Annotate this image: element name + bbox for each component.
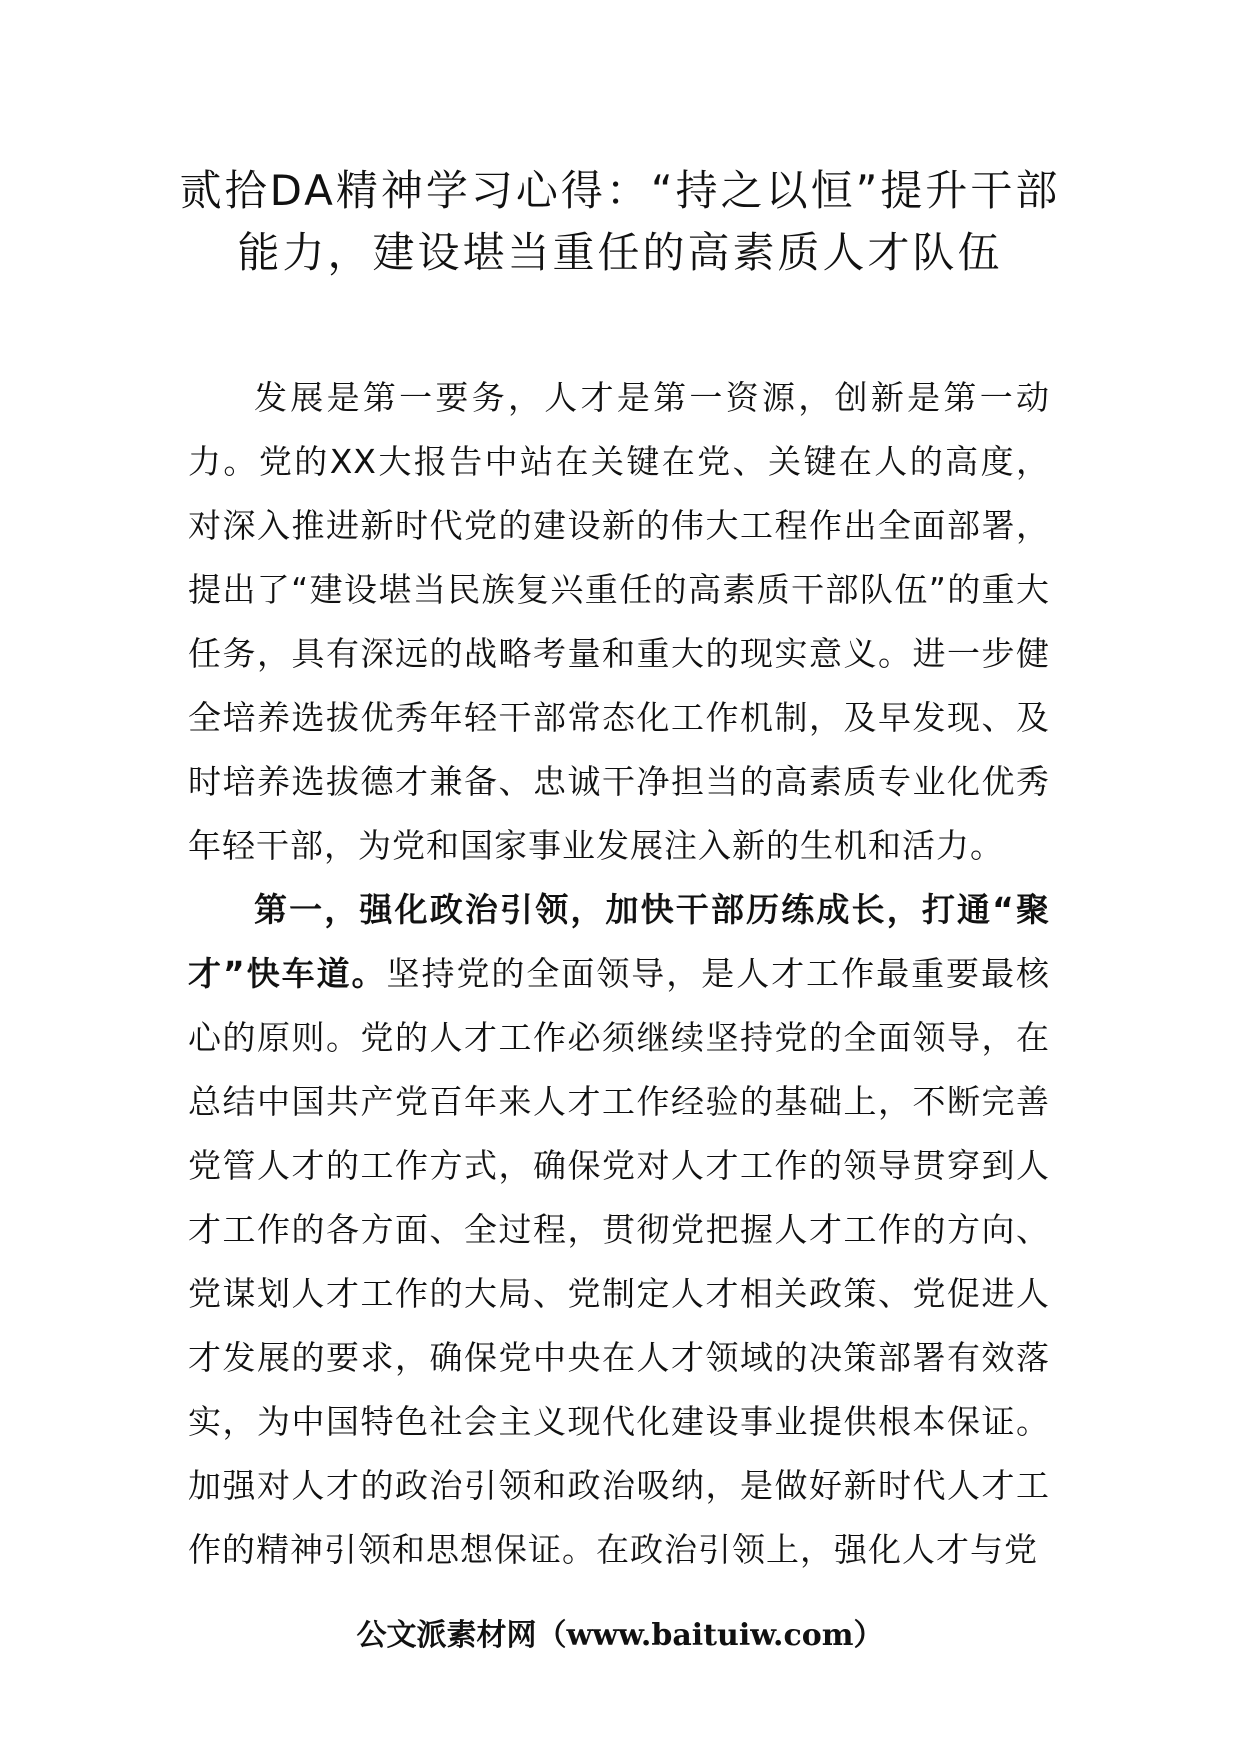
paragraph-intro xyxy=(188,366,1050,878)
document-body xyxy=(188,366,1050,1582)
paragraph-first-point xyxy=(188,878,1050,1582)
paragraph-text: 发展是第一要务，人才是第一资源，创新是第一动力。党的XX大报告中站在关键在党、关键在人的高度，对深入推进新时代党的建设新的伟大工程作出全面部署，提出了“建设堪当民族复兴重任的高素质干部队伍”的重大任务，具有深远的战略考量和重大的现实意义。进一步健全培养选拔优秀年轻干部常态化工作机制，及早发现、及时培养选拔德才兼备、忠诚干净担当的高素质专业化优秀年轻干部，为党和国家事业发展注入新的生机和活力。 xyxy=(188,378,1050,865)
paragraph-lead: 第一，强化政治引领，加快干部历练成长，打通“聚才”快车道。 xyxy=(188,890,1050,993)
footer-source: 公文派素材网（www.baituiw.com） xyxy=(356,1618,884,1653)
document-title: 贰拾DA精神学习心得：“持之以恒”提升干部能力，建设堪当重任的高素质人才队伍 xyxy=(179,166,1061,277)
paragraph-text: 坚持党的全面领导，是人才工作最重要最核心的原则。党的人才工作必须继续坚持党的全面领导，在总结中国共产党百年来人才工作经验的基础上，不断完善党管人才的工作方式，确保党对人才工作的领导贯穿到人才工作的各方面、全过程，贯彻党把握人才工作的方向、党谋划人才工作的大局、党制定人才相关政策、党促进人才发展的要求，确保党中央在人才领域的决策部署有效落实，为中国特色社会主义现代化建设事业提供根本保证。加强对人才的政治引领和政治吸纳，是做好新时代人才工作的精神引领和思想保证。在政治引领上，强化人才与党 xyxy=(188,954,1050,1569)
